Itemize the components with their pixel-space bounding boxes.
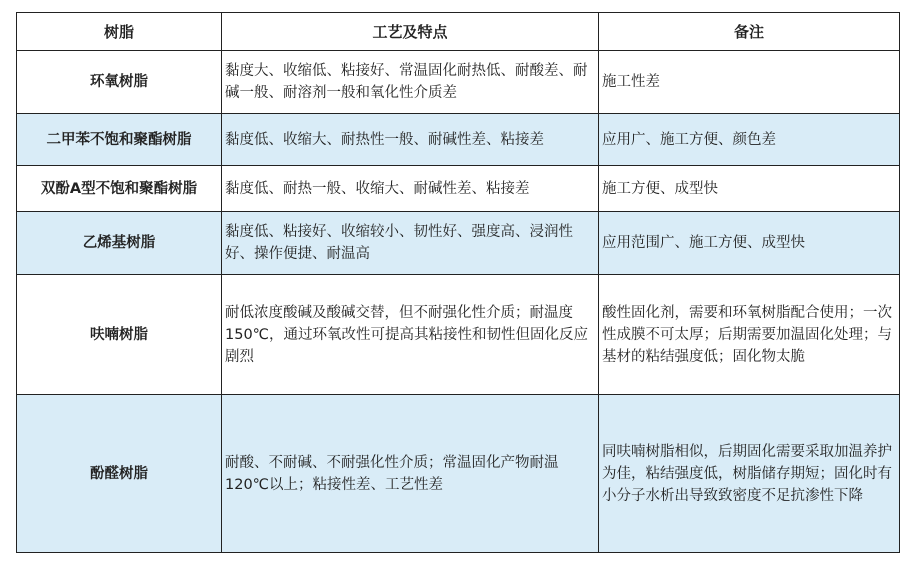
table-header-row: [17, 13, 900, 51]
resin-features: 黏度低、收缩大、耐热性一般、耐碱性差、粘接差: [222, 114, 599, 166]
table-row: [17, 51, 900, 114]
top-edge: [0, 0, 914, 10]
resin-name: 呋喃树脂: [17, 275, 222, 395]
resin-notes: 施工性差: [599, 51, 900, 114]
table-row: [17, 275, 900, 395]
resin-name: 乙烯基树脂: [17, 212, 222, 275]
resin-features: 耐低浓度酸碱及酸碱交替，但不耐强化性介质；耐温度150℃，通过环氧改性可提高其粘接性和韧性但固化反应剧烈: [222, 275, 599, 395]
resin-features: 耐酸、不耐碱、不耐强化性介质；常温固化产物耐温120℃以上；粘接性差、工艺性差: [222, 395, 599, 553]
table-row: [17, 395, 900, 553]
resin-comparison-table: [16, 12, 900, 553]
resin-notes: 应用广、施工方便、颜色差: [599, 114, 900, 166]
resin-notes: 同呋喃树脂相似，后期固化需要采取加温养护为佳，粘结强度低，树脂储存期短；固化时有小分子水析出导致致密度不足抗渗性下降: [599, 395, 900, 553]
table-row: [17, 166, 900, 212]
table-row: [17, 212, 900, 275]
resin-name: 环氧树脂: [17, 51, 222, 114]
resin-features: 黏度大、收缩低、粘接好、常温固化耐热低、耐酸差、耐碱一般、耐溶剂一般和氧化性介质差: [222, 51, 599, 114]
resin-notes: 应用范围广、施工方便、成型快: [599, 212, 900, 275]
resin-notes: 酸性固化剂，需要和环氧树脂配合使用；一次性成膜不可太厚；后期需要加温固化处理；与基材的粘结强度低；固化物太脆: [599, 275, 900, 395]
resin-features: 黏度低、耐热一般、收缩大、耐碱性差、粘接差: [222, 166, 599, 212]
resin-name: 双酚A型不饱和聚酯树脂: [17, 166, 222, 212]
resin-name: 二甲苯不饱和聚酯树脂: [17, 114, 222, 166]
table-row: [17, 114, 900, 166]
header-notes: 备注: [599, 13, 900, 51]
resin-notes: 施工方便、成型快: [599, 166, 900, 212]
resin-features: 黏度低、粘接好、收缩较小、韧性好、强度高、浸润性好、操作便捷、耐温高: [222, 212, 599, 275]
resin-name: 酚醛树脂: [17, 395, 222, 553]
header-features: 工艺及特点: [222, 13, 599, 51]
header-resin: 树脂: [17, 13, 222, 51]
